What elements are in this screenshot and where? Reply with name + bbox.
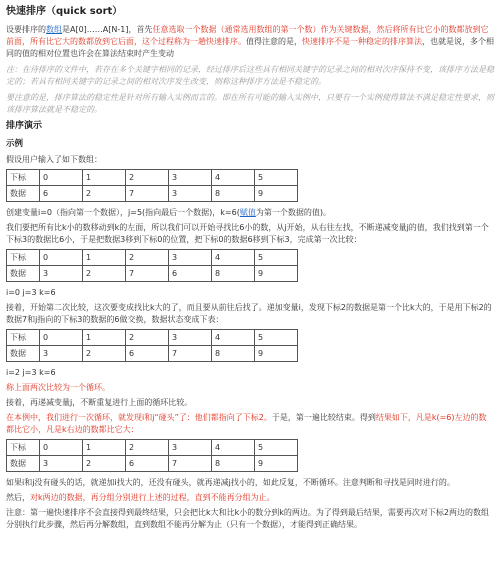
- table-cell: 5: [255, 330, 298, 346]
- table-cell: 2: [126, 250, 169, 266]
- table-cell: 3: [40, 346, 83, 362]
- table-cell: 3: [169, 186, 212, 202]
- table-cell: 5: [255, 440, 298, 456]
- table-cell: 0: [40, 170, 83, 186]
- table-cell: 2: [83, 186, 126, 202]
- table-cell: 1: [83, 330, 126, 346]
- table-cell: 6: [40, 186, 83, 202]
- table-cell: 9: [255, 186, 298, 202]
- array-table-step2: [6, 329, 298, 362]
- table-cell: 4: [212, 170, 255, 186]
- array-link[interactable]: 数组: [46, 25, 62, 34]
- table-cell: 9: [255, 266, 298, 282]
- array-table-step1: [6, 249, 298, 282]
- final-paragraph-1: 如果i和j没有碰头的话，就递加i找大的，还没有碰头，就再递减j找小的，如此反复，不断循环。注意判断和寻找是同时进行的。: [6, 478, 455, 488]
- table-row-data: [7, 456, 298, 472]
- table-cell: 4: [212, 250, 255, 266]
- loop-note: 称上面两次比较为一个循环。: [6, 383, 110, 393]
- demo-heading: 排序演示: [6, 121, 43, 131]
- table-cell: 0: [40, 250, 83, 266]
- table-row-data: [7, 186, 298, 202]
- row-label-data: 数据: [7, 346, 40, 362]
- table-cell: 8: [212, 346, 255, 362]
- table-row-index: [7, 250, 298, 266]
- table-cell: 5: [255, 170, 298, 186]
- table-row-index: [7, 440, 298, 456]
- row-label-data: 数据: [7, 456, 40, 472]
- intro-paragraph: 设要排序的数组是A[0]……A[N-1]，首先任意选取一个数据（通常选用数组的第一个数）作为关键数据，然后将所有比它小的数都放到它前面，所有比它大的数都放到它后面，这个过程称为一趟快速排序。值得注意的是，快速排序不是一种稳定的排序算法，也就是说，多个相同的值的相对位置也许会在算法结束时产生变动: [6, 25, 494, 58]
- ij-state-1: i=0 j=3 k=6: [6, 288, 56, 298]
- move-paragraph-1: 我们要把所有比k小的数移动到k的左面，所以我们可以开始寻找比6小的数，从j开始，从右往左找，不断递减变量j的值，我们找到第一个下标3的数据比6小，于是把数据3移到下标0的位置，把下标0的数据6移到下标3，完成第一次比较：: [6, 223, 489, 245]
- table-cell: 0: [40, 330, 83, 346]
- table-cell: 2: [126, 440, 169, 456]
- table-cell: 6: [169, 266, 212, 282]
- table-cell: 7: [169, 456, 212, 472]
- stability-note-2: 要注意的是，排序算法的稳定性是针对所有输入实例而言的。即在所有可能的输入实例中，只要有一个实例使得算法不满足稳定性要求，则该排序算法就是不稳定的。: [6, 93, 494, 114]
- table-cell: 4: [212, 440, 255, 456]
- table-cell: 3: [40, 456, 83, 472]
- table-cell: 1: [83, 170, 126, 186]
- array-table-result: [6, 439, 298, 472]
- table-cell: 2: [83, 266, 126, 282]
- table-cell: 2: [83, 346, 126, 362]
- table-cell: 6: [126, 456, 169, 472]
- row-label-index: 下标: [7, 170, 40, 186]
- table-cell: 2: [126, 330, 169, 346]
- stability-note: 注：在待排序的文件中，若存在多个关键字相同的记录，经过排序后这些具有相同关键字的记录之间的相对次序保持不变，该排序方法是稳定的；若具有相同关键字的记录之间的相对次序发生改变，则称这种排序方法是不稳定的。: [6, 65, 494, 86]
- page-title: 快速排序（quick sort）: [6, 6, 123, 17]
- table-cell: 9: [255, 456, 298, 472]
- table-cell: 3: [40, 266, 83, 282]
- table-cell: 7: [126, 266, 169, 282]
- row-label-data: 数据: [7, 186, 40, 202]
- assign-link[interactable]: 赋值: [239, 208, 256, 218]
- row-label-index: 下标: [7, 330, 40, 346]
- table-row-data: [7, 346, 298, 362]
- row-label-index: 下标: [7, 250, 40, 266]
- intro-highlight: 任意选取一个数据（通常选用数组的第一个数）作为关键数据，然后将所有比它小的数都放到它前面，所有比它大的数都放到它后面，这个过程称为一趟快速排序。: [6, 25, 489, 46]
- table-cell: 3: [169, 440, 212, 456]
- table-cell: 3: [169, 330, 212, 346]
- repeat-line: 接着，再递减变量j，不断重复进行上面的循环比较。: [6, 398, 193, 408]
- table-cell: 5: [255, 250, 298, 266]
- table-row-data: [7, 266, 298, 282]
- table-cell: 0: [40, 440, 83, 456]
- final-paragraph-2: 然后，对k两边的数据，再分组分别进行上述的过程，直到不能再分组为止。: [6, 493, 275, 503]
- assume-line: 假设用户输入了如下数组：: [6, 155, 102, 165]
- table-cell: 8: [212, 186, 255, 202]
- table-cell: 7: [126, 186, 169, 202]
- table-cell: 1: [83, 440, 126, 456]
- table-cell: 2: [126, 170, 169, 186]
- row-label-data: 数据: [7, 266, 40, 282]
- row-label-index: 下标: [7, 440, 40, 456]
- final-paragraph-3: 注意：第一遍快速排序不会直接得到最终结果，只会把比k大和比k小的数分到k的两边。为了得到最后结果，需要再次对下标2两边的数组分别执行此步骤，然后再分解数组，直到数组不能再分解为止（只有一个数据），才能得到正确结果。: [6, 508, 489, 530]
- table-cell: 3: [169, 250, 212, 266]
- table-cell: 8: [212, 266, 255, 282]
- table-cell: 3: [169, 170, 212, 186]
- table-cell: 8: [212, 456, 255, 472]
- table-cell: 1: [83, 250, 126, 266]
- table-cell: 4: [212, 330, 255, 346]
- example-heading: 示例: [6, 138, 24, 149]
- table-cell: 2: [83, 456, 126, 472]
- example-paragraph: 在本例中，我们进行一次循环，就发现i和j“碰头”了：他们都指向了下标2。于是，第一遍比较结束。得到结果如下，凡是k(=6)左边的数都比它小，凡是k右边的数都比它大：: [6, 413, 487, 435]
- array-table-initial: [6, 169, 298, 202]
- table-row-index: [7, 330, 298, 346]
- table-row-index: [7, 170, 298, 186]
- table-cell: 7: [169, 346, 212, 362]
- ij-state-2: i=2 j=3 k=6: [6, 368, 56, 378]
- create-var-line: 创建变量i=0（指向第一个数据），j=5(指向最后一个数据)，k=6(赋值为第一个数据的值)。: [6, 208, 331, 218]
- stability-highlight: 快速排序不是一种稳定的排序算法: [302, 37, 422, 46]
- move-paragraph-2: 接着，开始第二次比较，这次要变成找比k大的了，而且要从前往后找了。递加变量i，发现下标2的数据是第一个比k大的，于是用下标2的数据7和j指向的下标3的数据的6做交换，数据状态变成下表：: [6, 303, 492, 325]
- table-cell: 9: [255, 346, 298, 362]
- table-cell: 6: [126, 346, 169, 362]
